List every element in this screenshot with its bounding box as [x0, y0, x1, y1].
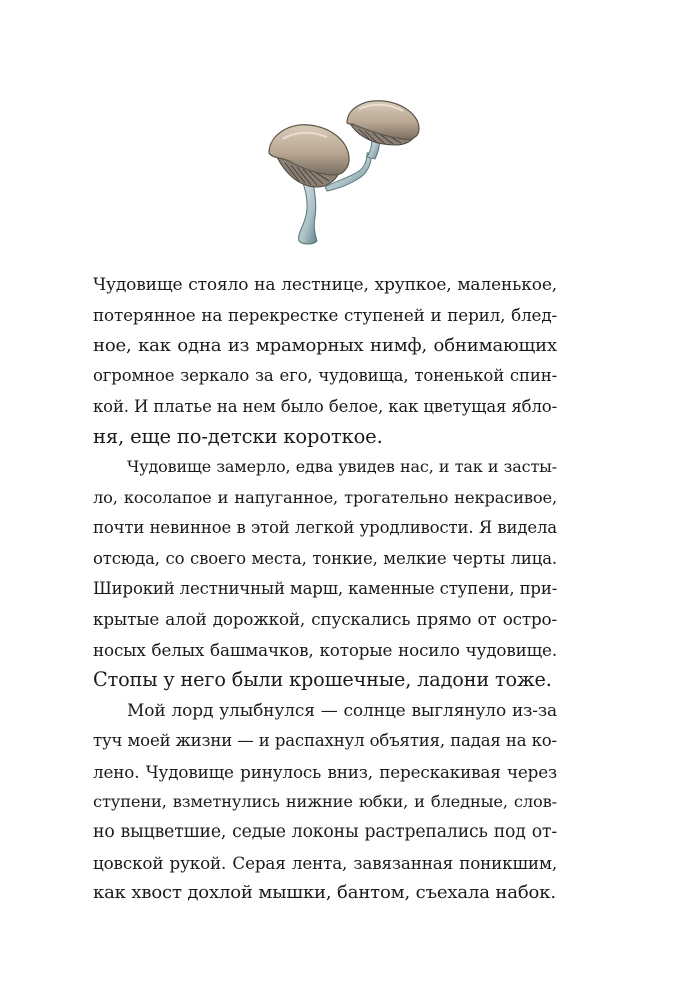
text-line: потерянное на перекрестке ступеней и перил, блед-: [93, 305, 557, 326]
text-line: лено. Чудовище ринулось вниз, перескакивая через: [93, 761, 557, 782]
text-line: ное, как одна из мраморных нимф, обнимающих: [93, 334, 557, 356]
text-line: почти невинное в этой легкой уродливости. Я видела: [93, 518, 557, 538]
mushrooms-icon: [255, 95, 425, 255]
paragraph-2: [93, 452, 557, 695]
text-line: огромное зеркало за его, чудовища, тоненькой спин-: [93, 366, 557, 386]
text-line: ступени, взметнулись нижние юбки, и бледные, слов-: [93, 791, 557, 811]
text-line: но выцветшие, седые локоны растрепались под от-: [93, 822, 557, 843]
text-line: кой. И платье на нем было белое, как цветущая ябло-: [93, 396, 557, 416]
text-line: ня, еще по-детски короткое.: [93, 425, 383, 449]
paragraph-1: [93, 270, 557, 452]
right-mushroom-cap: [347, 101, 419, 140]
text-line: крытые алой дорожкой, спускались прямо от остро-: [93, 609, 557, 630]
text-line: цовской рукой. Серая лента, завязанная поникшим,: [93, 852, 557, 873]
text-line: носых белых башмачков, которые носило чудовище.: [93, 639, 557, 660]
left-mushroom-stem: [299, 183, 317, 244]
text-line: Чудовище замерло, едва увидев нас, и так и засты-: [127, 457, 557, 477]
text-line: Широкий лестничный марш, каменные ступени, при-: [93, 579, 558, 599]
text-line: Стопы у него были крошечные, ладони тоже.: [93, 668, 552, 692]
text-line: туч моей жизни — и распахнул объятия, падая на ко-: [93, 731, 557, 751]
text-line: Мой лорд улыбнулся — солнце выглянуло из-за: [127, 700, 557, 721]
text-line: ло, косолапое и напуганное, трогательно некрасивое,: [93, 487, 557, 507]
text-line: отсюда, со своего места, тонкие, мелкие черты лица.: [93, 548, 557, 568]
body-text: [93, 270, 557, 909]
text-line: как хвост дохлой мышки, бантом, съехала набок.: [93, 882, 556, 904]
paragraph-3: [93, 696, 557, 909]
text-line: Чудовище стояло на лестнице, хрупкое, маленькое,: [93, 275, 557, 295]
